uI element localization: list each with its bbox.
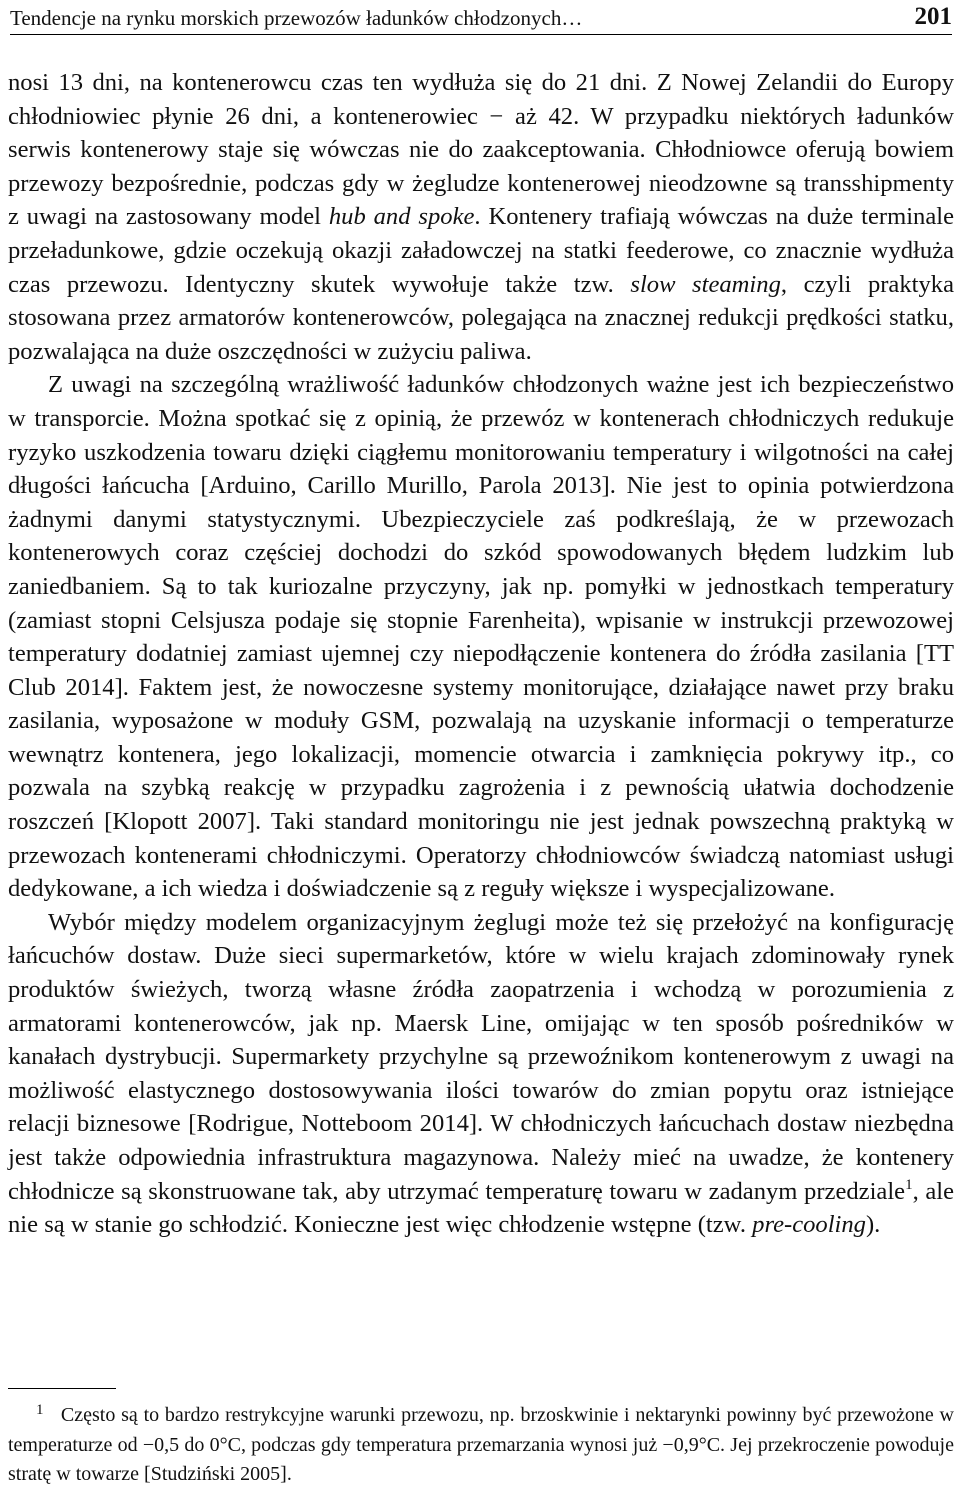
running-title: Tendencje na rynku morskich przewozów ładunków chłodzonych… <box>10 6 583 30</box>
italic-term: slow steaming <box>630 270 781 298</box>
footnote-text: Często są to bardzo restrykcyjne warunki przewozu, np. brzoskwinie i nektarynki powinny być przewożone w temperaturze od −0,5 do 0°C, podczas gdy temperatura przemarzania wynosi już −0,9°C. Jej przekroczenie powoduje stratę w towarze [Studziński 2005]. <box>8 1404 954 1485</box>
paragraph-text: . Kontenery trafiają wówczas na duże terminale przeładunkowe, gdzie oczekują okazji załadowczej na statki feederowe, co znacznie wydłuża czas przewozu. Identyczny skutek wywołuje także tzw. <box>8 203 954 298</box>
italic-term: pre-cooling <box>752 1211 866 1239</box>
paragraph-text: , czyli praktyka stosowana przez armatorów kontenerowców, polegająca na znacznej redukcji prędkości statku, pozwalająca na duże oszczędności w zużyciu paliwa. <box>8 270 954 365</box>
paragraph-text: Wybór między modelem organizacyjnym żeglugi może też się przełożyć na konfigurację łańcuchów dostaw. Duże sieci supermarketów, które w wielu krajach zdominowały rynek produktów świeżych, tworzą własne źródła zaopatrzenia i wchodzą w porozumienia z armatorami kontenerowców, jak np. Maersk Line, omijając w ten sposób pośredników w kanałach dystrybucji. Supermarkety przychylne są przewoźnikom kontenerowym z uwagi na możliwość elastycznego dostosowywania ilości towarów do zmian popytu oraz istniejące relacji biznesowe [Rodrigue, Notteboom 2014]. W chłodniczych łańcuchach dostaw niezbędna jest także odpowiednia infrastruktura magazynowa. Należy mieć na uwadze, że kontenery chłodnicze są skonstruowane tak, aby utrzymać temperaturę towaru w zadanym przedziale <box>8 908 954 1205</box>
page-number: 201 <box>914 3 952 30</box>
paragraph-text: Z uwagi na szczególną wrażliwość ładunków chłodzonych ważne jest ich bezpieczeństwo w transporcie. Można spotkać się z opinią, że przewóz w kontenerach chłodniczych redukuje ryzyko uszkodzenia towaru dzięki ciągłemu monitorowaniu temperatury i wilgotności na całej długości łańcucha [Arduino, Carillo Murillo, Parola 2013]. Nie jest to opinia potwierdzona żadnymi danymi statystycznymi. Ubezpieczyciele zaś podkreślają, że w przewozach kontenerowych coraz częściej dochodzi do szkód spowodowanych błędem ludzkim lub zaniedbaniem. Są to tak kuriozalne przyczyny, jak np. pomyłki w jednostkach temperatury (zamiast stopni Celsjusza podaje się stopnie Farenheita), wpisanie w instrukcji przewozowej temperatury dodatniej zamiast ujemnej czy niepodłączenie kontenera do źródła zasilania [TT Club 2014]. Faktem jest, że nowoczesne systemy monitorujące, działające nawet przy braku zasilania, wyposażone w moduły GSM, pozwalają na uzyskanie informacji o temperaturze wewnątrz kontenera, jego lokalizacji, momencie otwarcia i zamknięcia pokrywy itp., co pozwala na szybką reakcję w przypadku zagrożenia i z pewnością ułatwia dochodzenie roszczeń [Klopott 2007]. Taki standard monitoringu nie jest jednak powszechną praktyką w przewozach kontenerami chłodniczymi. Operatorzy chłodniowców świadczą natomiast usługi dedykowane, a ich wiedza i doświadczenie są z reguły większe i wyspecjalizowane. <box>8 371 954 903</box>
footnote-marker: 1 <box>36 1402 44 1418</box>
footnote-separator <box>8 1388 116 1389</box>
paragraph-text: nosi 13 dni, na kontenerowcu czas ten wydłuża się do 21 dni. Z Nowej Zelandii do Europy chłodniowiec płynie 26 dni, a kontenerowiec − aż 42. W przypadku niektórych ładunków serwis kontenerowy staje się wówczas nie do zaakceptowania. Chłodniowce oferują bowiem przewozy bezpośrednie, podczas gdy w żegludze kontenerowej nieodzowne są transshipmenty z uwagi na zastosowany model <box>8 69 954 231</box>
paragraph-1 <box>8 66 954 368</box>
italic-term: hub and spoke <box>328 203 475 231</box>
body-text <box>8 66 954 1242</box>
paragraph-3 <box>8 906 954 1242</box>
running-header <box>10 4 952 35</box>
footnotes <box>8 1396 954 1490</box>
footnote-1 <box>8 1396 954 1490</box>
paragraph-text: , ale nie są w stanie go schłodzić. Konieczne jest więc chłodzenie wstępne (tzw. <box>8 1177 954 1239</box>
footnote-reference[interactable]: 1 <box>905 1176 913 1193</box>
paragraph-2 <box>8 368 954 906</box>
paragraph-text: ). <box>865 1211 881 1239</box>
